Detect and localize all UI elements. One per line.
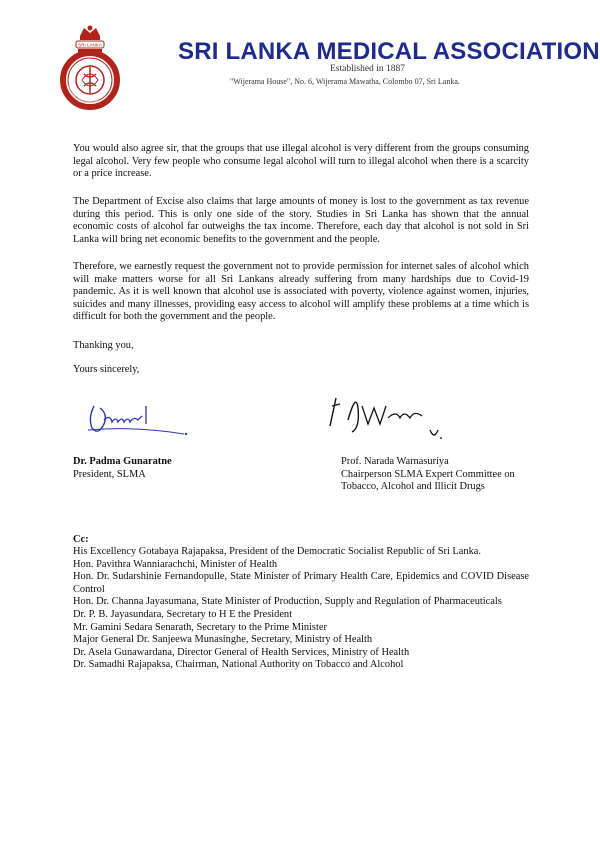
paragraph-1: You would also agree sir, that the groups that use illegal alcohol is very different from the groups consuming legal alcohol. Very few people who consume legal alcohol will turn to illegal alcohol when there is a scarcity or a price increase. xyxy=(73,143,529,180)
signature-president xyxy=(84,398,194,443)
logo-year: 1887 xyxy=(84,50,96,57)
signatory-2-title-line-1: Chairperson SLMA Expert Committee on xyxy=(341,468,515,480)
signature-chairperson xyxy=(322,388,462,453)
thanks-line: Thanking you, xyxy=(73,340,134,351)
signatory-2 xyxy=(341,456,515,494)
cc-recipient: Mr. Gamini Sedara Senarath, Secretary to the Prime Minister xyxy=(73,621,327,633)
cc-title: Cc: xyxy=(73,534,89,545)
closing-line: Yours sincerely, xyxy=(73,364,140,375)
signatory-2-name: Prof. Narada Warnasuriya xyxy=(341,456,449,467)
signatory-2-title-line-2: Tobacco, Alcohol and Illicit Drugs xyxy=(341,481,485,493)
logo-top-text: SRI LANKA xyxy=(78,42,102,48)
signatory-1 xyxy=(73,456,172,481)
cc-recipient: Major General Dr. Sanjeewa Munasinghe, Secretary, Ministry of Health xyxy=(73,634,373,646)
paragraph-2: The Department of Excise also claims that large amounts of money is lost to the government as tax revenue during this period. This is only one side of the story. Studies in Sri Lanka has shown that the annual economic costs of alcohol far outweighs the tax income. Therefore, each day that alcohol is not sold in Sri Lanka will bring net economic benefits to the government and the people. xyxy=(73,196,529,245)
cc-recipient: Hon. Dr. Sudarshinie Fernandopulle, State Minister of Primary Health Care, Epidemics and COVID Disease Control xyxy=(73,571,529,595)
cc-recipient: Dr. Samadhi Rajapaksa, Chairman, National Authority on Tobacco and Alcohol xyxy=(73,659,404,671)
cc-recipient: Hon. Pavithra Wanniarachchi, Minister of Health xyxy=(73,558,278,570)
cc-recipient: Hon. Dr. Channa Jayasumana, State Minister of Production, Supply and Regulation of Pharmaceuticals xyxy=(73,596,502,608)
cc-recipient: His Excellency Gotabaya Rajapaksa, President of the Democratic Socialist Republic of Sri Lanka. xyxy=(73,546,481,557)
cc-recipient: Dr. Asela Gunawardana, Director General of Health Services, Ministry of Health xyxy=(73,646,410,658)
organization-name: SRI LANKA MEDICAL ASSOCIATION xyxy=(178,38,600,65)
organization-address: "Wijerama House", No. 6, Wijerama Mawatha, Colombo 07, Sri Lanka. xyxy=(230,77,460,86)
established-line: Established in 1887 xyxy=(330,64,405,74)
cc-recipient: Dr. P. B. Jayasundara, Secretary to H E the President xyxy=(73,608,293,620)
cc-list xyxy=(73,546,529,672)
signatory-1-name: Dr. Padma Gunaratne xyxy=(73,456,172,467)
paragraph-3: Therefore, we earnestly request the government not to provide permission for internet sales of alcohol which will make matters worse for all Sri Lankans already suffering from many hardships due to Covid-19 pandemic. As it is well known that alcohol use is associated with poverty, violence against women, injuries, suicides and many illnesses, providing easy access to alcohol will amplify these problems at a time which is difficult for both the government and the people. xyxy=(73,261,529,323)
slma-logo xyxy=(58,24,122,110)
signatory-1-title: President, SLMA xyxy=(73,468,146,480)
logo-ring-text: MEDICAL ASSOCIATION xyxy=(65,85,100,106)
